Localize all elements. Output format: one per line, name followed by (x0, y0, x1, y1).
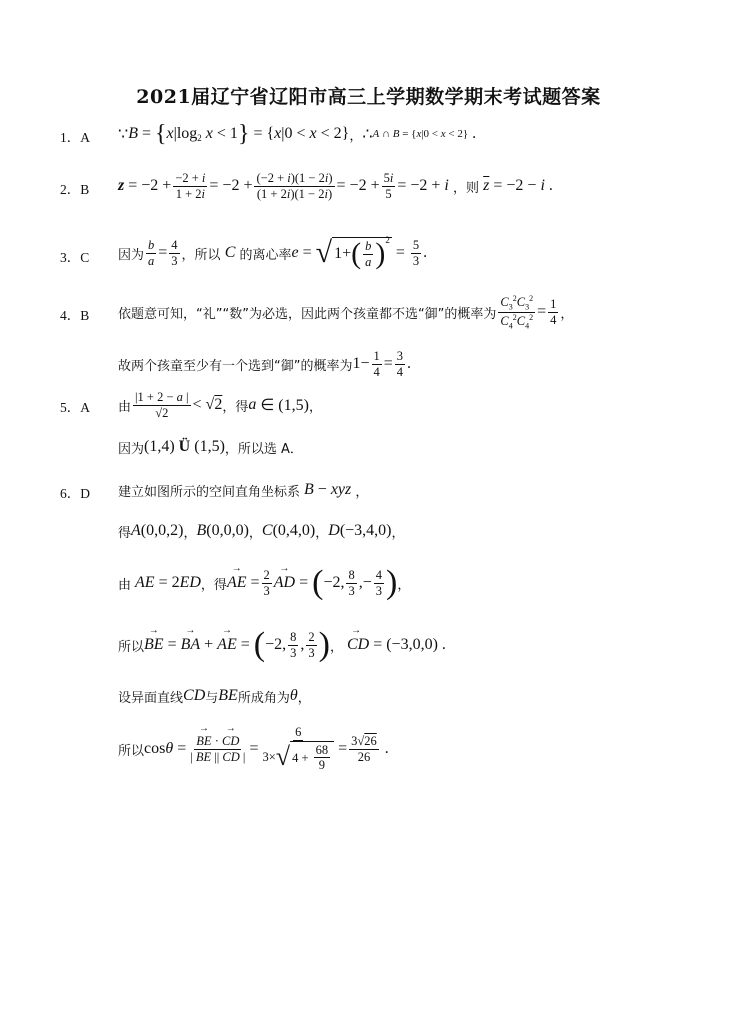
answer-line: 由 AE = 2 ED ，得 → AE = $\frac{2}{3}$ → AD = ( −2, $\frac{8}{3}$ ,− $\frac{4}{3}$ ) ， (118, 558, 410, 608)
answer-line: 由 $\frac{|1 + 2 - a |}{√2}$ < √2 ，得 a ∈ (1,5) ， (118, 390, 322, 420)
answer-number: 5．A (60, 400, 90, 415)
answer-number: 2．B (60, 182, 90, 197)
answer-line: 建立如图所示的空间直角坐标系 B − xyz ， (118, 481, 369, 500)
answer-line: 得 A (0,0,2) ， B (0,0,0) ， C (0,4,0) ， D (−3,4,0) ， (118, 522, 405, 541)
answer-line: ∵ B = { x |log 2 x < 1 } = { x |0 < x < 2} ， ∴ A ∩ B = { x |0 < x < 2} . (118, 121, 477, 147)
answer-number: 4．B (60, 308, 90, 323)
answer-line: 故两个孩童至少有一个选到“御”的概率为 1− $\frac{1}{4}$ = $\frac{3}{4}$ . (118, 349, 412, 379)
answer-line: 因为 (1,4) Ü (1,5) ，所以选 A． (118, 438, 303, 457)
answer-line: 所以 cos θ = → $\frac{BE \cdot \to CD}{| BE || CD |}$ = 6 3× √ 4 + $\frac{68}{9}$ = $\frac{3√26}{26}$ . (118, 718, 389, 780)
answer-line: 所以 → BE = → BA + → AE = ( −2, $\frac{8}{3}$ , $\frac{2}{3}$ ) ， → CD = (−3,0,0) . (118, 620, 446, 670)
answer-line: 设异面直线 CD 与 BE 所成角为 θ ， (118, 687, 311, 706)
answer-number: 1．A (60, 130, 90, 145)
answer-number: 3．C (60, 250, 90, 265)
answer-number: 6．D (60, 486, 90, 501)
answer-line: z = −2 + $\frac{-2 + i}{1 + 2i}$ = −2 + $\frac{(-2 + i)(1 - 2i)}{(1 + 2i)(1 - 2i)}$ = −2 + $\frac{5i}{5}$ = −2 + i ，则 $\overline{z}$ = −2 − i . (118, 171, 553, 201)
answer-line: 依题意可知，“礼”“数”为必选，因此两个孩童都不选“御”的概率为 $\frac{C_3^2C_3^2}{C_4^2C_4^2}$ = $\frac{1}{4}$ ， (118, 293, 574, 331)
page-title: 2021届辽宁省辽阳市高三上学期数学期末考试题答案 (136, 86, 601, 108)
answer-line: 因为 $\frac{b}{a}$ = $\frac{4}{3}$ ，所以 C 的离心率 e = √ 1+ ( $\frac{b}{a}$ ) 2 = $\frac{5}{3}$ . (118, 235, 428, 270)
